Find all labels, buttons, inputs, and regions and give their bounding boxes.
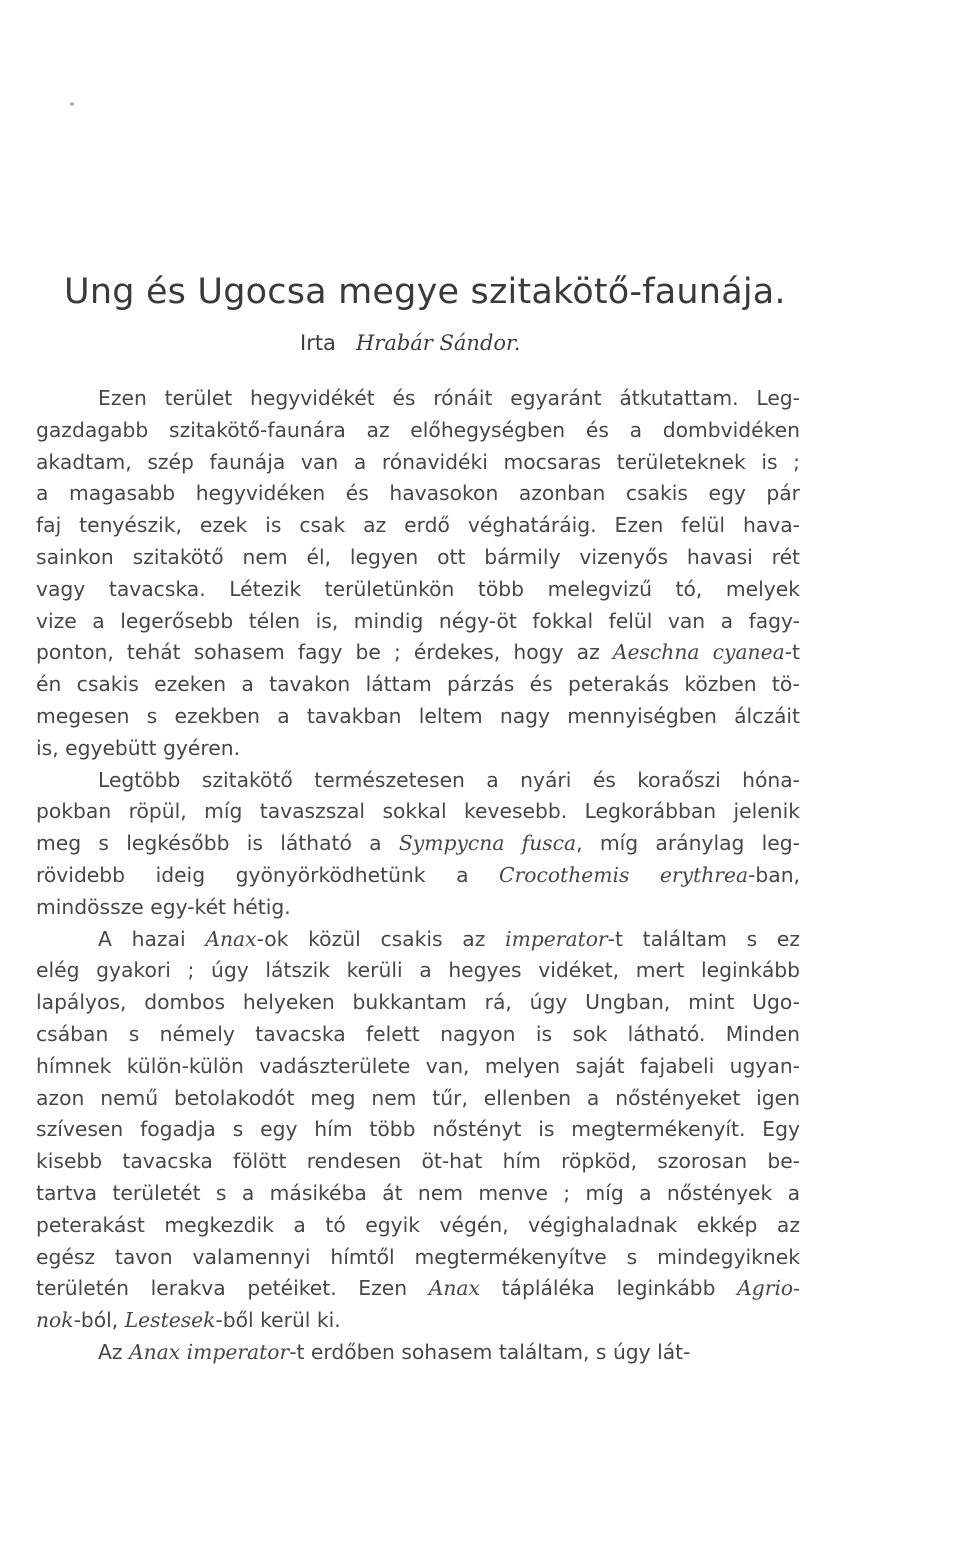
species-name: Lestesek [124,1308,216,1333]
text-run: peterakást megkezdik a tó egyik végén, végighaladnak ekkép az [36,1212,800,1237]
text-line [36,987,800,1019]
text-line [36,447,800,479]
text-line [36,1337,800,1369]
species-name: Aeschna cyanea [612,640,785,665]
text-run: vagy tavacska. Létezik területünkön több melegvizű tó, melyek [36,576,800,601]
text-line [36,1146,800,1178]
species-name: Sympycna fusca [398,831,577,856]
text-line [36,574,800,606]
text-line [36,892,800,924]
text-run: -ok közül csakis az [256,926,506,951]
text-line [36,510,800,542]
text-line [36,1210,800,1242]
species-name: Crocothemis erythrea [499,862,749,887]
text-line [36,1305,800,1337]
text-run: megesen s ezekben a tavakban leltem nagy mennyiségben álczáit [36,703,800,728]
text-line [36,606,800,638]
text-run: -ból, [73,1308,125,1333]
article-body [36,383,800,1369]
text-run: sainkon szitakötő nem él, legyen ott bármily vizenyős havasi rét [36,544,800,569]
text-line [36,542,800,574]
article-title: Ung és Ugocsa megye szitakötő-faunája. [64,272,786,312]
print-speck [70,102,74,106]
text-line [36,478,800,510]
text-run: egész tavon valamennyi hímtől megtermékenyítve s mindegyiknek [36,1244,800,1269]
text-line [36,669,800,701]
species-name: Agrio- [737,1276,800,1301]
species-name: Anax imperator [128,1339,290,1364]
text-run: -ban, [748,862,800,887]
text-run: -t [784,640,800,665]
byline-prefix: Irta [300,331,336,355]
text-run: lapályos, dombos helyeken bukkantam rá, úgy Ungban, mint Ugo- [36,990,800,1015]
text-line [36,924,800,956]
text-line [36,1242,800,1274]
text-line [36,637,800,669]
text-run: csában s némely tavacska felett nagyon is sok látható. Minden [36,1021,800,1046]
text-line [36,1273,800,1305]
paragraph [36,765,800,924]
text-run: Az [98,1339,129,1364]
text-run: én csakis ezeken a tavakon láttam párzás és peterakás közben tö- [36,672,800,697]
text-line [36,1178,800,1210]
text-line [36,796,800,828]
species-name: Anax [205,926,257,951]
text-run: A hazai [98,926,206,951]
text-run: elég gyakori ; úgy látszik kerüli a hegyes vidéket, mert leginkább [36,958,800,983]
text-run: -t erdőben sohasem találtam, s úgy lát- [289,1339,691,1364]
text-run: faj tenyészik, ezek is csak az erdő véghatáráig. Ezen felül hava- [36,513,800,538]
text-run: a magasabb hegyvidéken és havasokon azonban csakis egy pár [36,481,800,506]
text-run: ponton, tehát sohasem fagy be ; érdekes, hogy az [36,640,613,665]
text-run: is, egyebütt gyéren. [36,735,241,760]
text-run: pokban röpül, míg tavaszszal sokkal kevesebb. Legkorábban jelenik [36,799,800,824]
text-run: tápláléka leginkább [479,1276,738,1301]
text-run: kisebb tavacska fölött rendesen öt-hat hím röpköd, szorosan be- [36,1149,800,1174]
text-line [36,860,800,892]
text-run: -t találtam s ez [607,926,800,951]
species-name: imperator [505,926,608,951]
text-run: tartva területét s a másikéba át nem menve ; míg a nőstények a [36,1180,800,1205]
text-line [36,415,800,447]
text-line [36,1083,800,1115]
text-run: rövidebb ideig gyönyörködhetünk a [36,862,500,887]
author-name: Hrabár Sándor. [355,331,521,355]
text-line [36,765,800,797]
species-name: nok [36,1308,74,1333]
text-run: akadtam, szép faunája van a rónavidéki mocsaras területeknek is ; [36,449,800,474]
text-run: mindössze egy-két hétig. [36,894,291,919]
text-run: Legtöbb szitakötő természetesen a nyári és koraőszi hóna- [98,767,800,792]
text-line [36,1114,800,1146]
text-line [36,1051,800,1083]
paragraph [36,1337,800,1369]
text-line [36,1019,800,1051]
text-line [36,828,800,860]
text-line [36,701,800,733]
text-run: -ből kerül ki. [215,1308,341,1333]
text-run: Ezen terület hegyvidékét és rónáit egyaránt átkutattam. Leg- [98,386,800,410]
text-run: , míg aránylag leg- [576,831,800,856]
paragraph [36,924,800,1337]
text-run: meg s legkésőbb is látható a [36,831,399,856]
text-run: területén lerakva petéiket. Ezen [36,1276,429,1301]
text-run: vize a legerősebb télen is, mindig négy-öt fokkal felül van a fagy- [36,608,800,633]
text-run: azon nemű betolakodót meg nem tűr, ellenben a nőstényeket igen [36,1085,800,1110]
text-line [36,733,800,765]
text-run: gazdagabb szitakötő-faunára az előhegységben és a dombvidéken [36,417,800,442]
text-line [36,955,800,987]
byline [300,331,520,355]
text-line [36,383,800,415]
text-run: hímnek külön-külön vadászterülete van, melyen saját fajabeli ugyan- [36,1053,800,1078]
species-name: Anax [428,1276,480,1301]
text-run: szívesen fogadja s egy hím több nőstényt is megtermékenyít. Egy [36,1117,800,1142]
paragraph [36,383,800,765]
